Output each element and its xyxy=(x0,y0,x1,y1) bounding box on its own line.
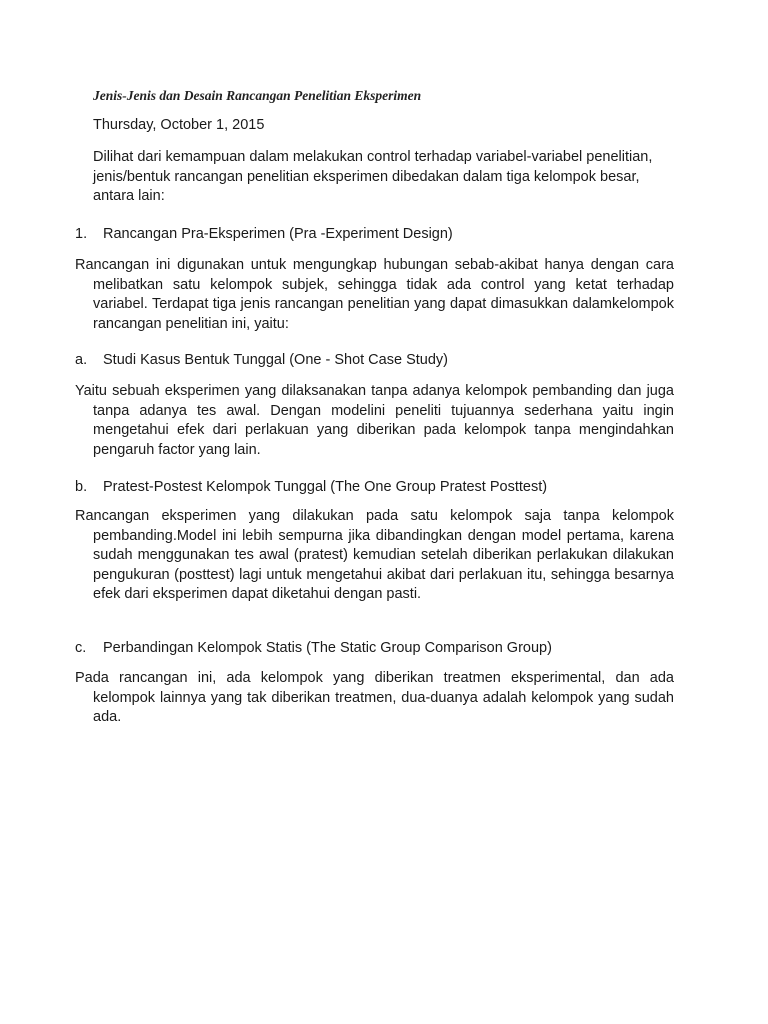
section-marker: b. xyxy=(75,479,88,495)
section-heading-text: Studi Kasus Bentuk Tunggal (One - Shot Case Study) xyxy=(103,352,448,368)
section-body-b: Rancangan eksperimen yang dilakukan pada satu kelompok saja tanpa kelompok pembanding.Model ini lebih sempurna jika dibandingkan dengan model pertama, karena sudah menggunakan tes awal (pratest) kemudian setelah diberikan perlakukan dilakukan pengukuran (posttest) lagi untuk mengetahui akibat dari perlakuan itu, sehingga besarnya efek dari eksperimen dapat diketahui dengan pasti. xyxy=(75,508,674,602)
section-body-c: Pada rancangan ini, ada kelompok yang diberikan treatmen eksperimental, dan ada kelompok lainnya yang tak diberikan treatmen, dua-duanya adalah kelompok yang sudah ada. xyxy=(75,670,674,725)
section-heading-text: Perbandingan Kelompok Statis (The Static Group Comparison Group) xyxy=(103,640,552,656)
section-marker: 1. xyxy=(75,226,88,242)
section-marker: a. xyxy=(75,352,88,368)
section-heading-c xyxy=(75,640,552,656)
document-date: Thursday, October 1, 2015 xyxy=(93,117,265,133)
section-heading-1 xyxy=(75,226,453,242)
intro-paragraph: Dilihat dari kemampuan dalam melakukan control terhadap variabel-variabel penelitian, jenis/bentuk rancangan penelitian eksperimen dibedakan dalam tiga kelompok besar, antara lain: xyxy=(93,149,653,204)
section-heading-a xyxy=(75,352,448,368)
section-body-a: Yaitu sebuah eksperimen yang dilaksanakan tanpa adanya kelompok pembanding dan juga tanpa adanya tes awal. Dengan modelini peneliti tujuannya sederhana yaitu ingin mengetahui efek dari perlakuan yang diberikan pada kelompok tanpa mengindahkan pengaruh factor yang lain. xyxy=(75,383,674,458)
document-title: Jenis-Jenis dan Desain Rancangan Penelitian Eksperimen xyxy=(93,88,422,103)
section-heading-b xyxy=(75,479,547,495)
section-heading-text: Pratest-Postest Kelompok Tunggal (The One Group Pratest Posttest) xyxy=(103,479,548,495)
section-marker: c. xyxy=(75,640,87,656)
section-body-1: Rancangan ini digunakan untuk mengungkap hubungan sebab-akibat hanya dengan cara melibatkan satu kelompok subjek, sehingga tidak ada control yang ketat terhadap variabel. Terdapat tiga jenis rancangan penelitian yang dapat dimasukkan dalamkelompok rancangan penelitian ini, yaitu: xyxy=(75,257,674,332)
section-heading-text: Rancangan Pra-Eksperimen (Pra -Experiment Design) xyxy=(103,226,453,242)
